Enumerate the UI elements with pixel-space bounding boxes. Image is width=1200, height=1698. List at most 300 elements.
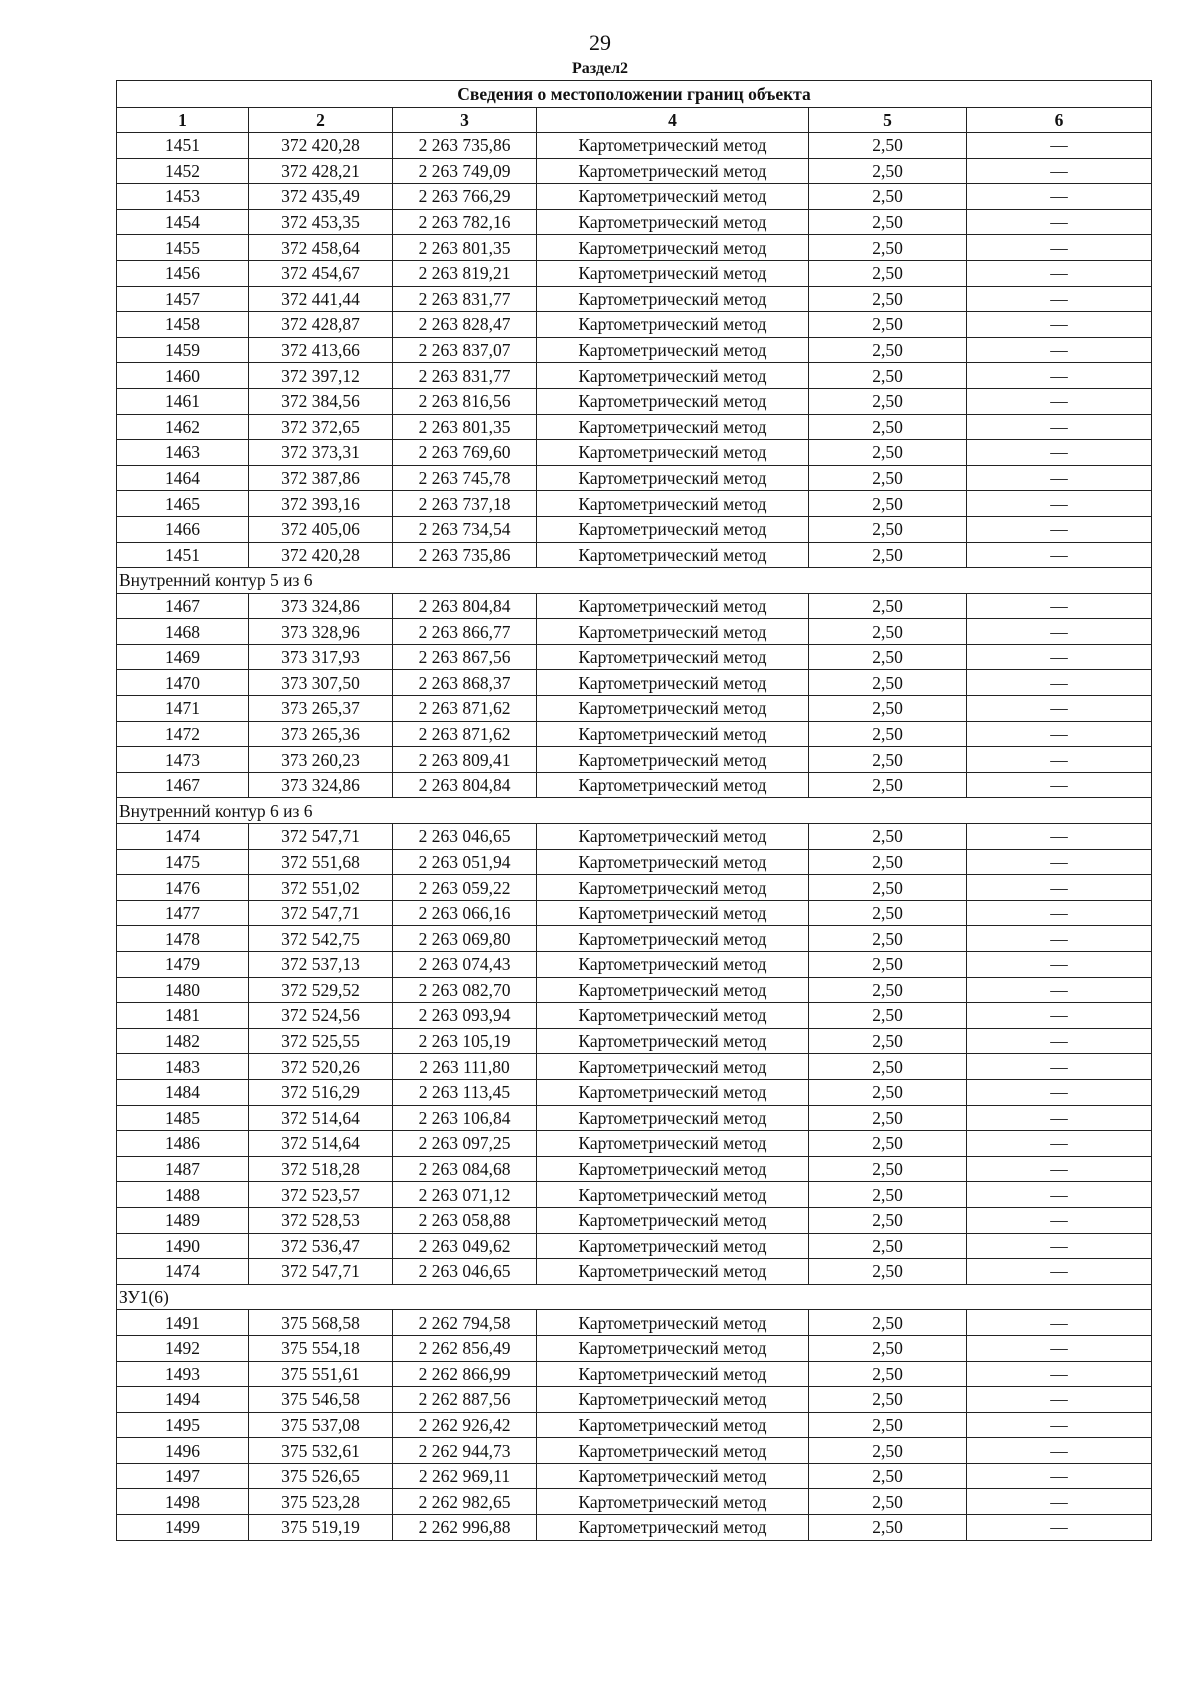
point-number-cell: 1463 [117,440,249,466]
description-cell: — [967,1003,1152,1029]
coord-y-cell: 2 263 831,77 [393,286,537,312]
method-cell: Картометрический метод [537,260,809,286]
coord-x-cell: 372 393,16 [249,491,393,517]
coord-x-cell: 372 525,55 [249,1028,393,1054]
table-row [117,440,1152,466]
method-cell: Картометрический метод [537,1335,809,1361]
boundary-coordinates-table [116,80,1152,1541]
coord-y-cell: 2 262 996,88 [393,1515,537,1541]
accuracy-cell: 2,50 [809,1489,967,1515]
method-cell: Картометрический метод [537,1489,809,1515]
description-cell: — [967,1387,1152,1413]
coord-x-cell: 372 514,64 [249,1105,393,1131]
table-row [117,1105,1152,1131]
coord-y-cell: 2 263 745,78 [393,465,537,491]
table-row [117,644,1152,670]
accuracy-cell: 2,50 [809,363,967,389]
description-cell: — [967,721,1152,747]
description-cell: — [967,1156,1152,1182]
description-cell: — [967,516,1152,542]
method-cell: Картометрический метод [537,926,809,952]
accuracy-cell: 2,50 [809,1156,967,1182]
point-number-cell: 1462 [117,414,249,440]
coord-x-cell: 372 516,29 [249,1079,393,1105]
method-cell: Картометрический метод [537,1438,809,1464]
table-row [117,158,1152,184]
point-number-cell: 1456 [117,260,249,286]
point-number-cell: 1489 [117,1207,249,1233]
coord-y-cell: 2 263 049,62 [393,1233,537,1259]
table-row [117,1515,1152,1541]
table-row [117,670,1152,696]
point-number-cell: 1458 [117,312,249,338]
method-cell: Картометрический метод [537,721,809,747]
accuracy-cell: 2,50 [809,465,967,491]
description-cell: — [967,260,1152,286]
coord-y-cell: 2 263 801,35 [393,235,537,261]
point-number-cell: 1473 [117,747,249,773]
method-cell: Картометрический метод [537,1515,809,1541]
point-number-cell: 1495 [117,1412,249,1438]
method-cell: Картометрический метод [537,644,809,670]
table-row [117,286,1152,312]
accuracy-cell: 2,50 [809,1515,967,1541]
point-number-cell: 1496 [117,1438,249,1464]
column-header: 1 [117,108,249,133]
accuracy-cell: 2,50 [809,158,967,184]
table-row [117,1361,1152,1387]
group-row [117,568,1152,594]
point-number-cell: 1460 [117,363,249,389]
accuracy-cell: 2,50 [809,977,967,1003]
point-number-cell: 1457 [117,286,249,312]
description-cell: — [967,1182,1152,1208]
method-cell: Картометрический метод [537,1387,809,1413]
accuracy-cell: 2,50 [809,747,967,773]
coord-x-cell: 373 260,23 [249,747,393,773]
table-row [117,516,1152,542]
point-number-cell: 1485 [117,1105,249,1131]
coord-x-cell: 372 441,44 [249,286,393,312]
description-cell: — [967,644,1152,670]
coord-x-cell: 372 537,13 [249,952,393,978]
table-row [117,1335,1152,1361]
table-row [117,1412,1152,1438]
point-number-cell: 1491 [117,1310,249,1336]
accuracy-cell: 2,50 [809,1131,967,1157]
coord-y-cell: 2 263 809,41 [393,747,537,773]
table-row [117,772,1152,798]
table-row [117,363,1152,389]
accuracy-cell: 2,50 [809,1412,967,1438]
accuracy-cell: 2,50 [809,312,967,338]
coord-x-cell: 375 537,08 [249,1412,393,1438]
method-cell: Картометрический метод [537,593,809,619]
coord-x-cell: 372 454,67 [249,260,393,286]
table-row [117,952,1152,978]
method-cell: Картометрический метод [537,696,809,722]
table-row [117,388,1152,414]
accuracy-cell: 2,50 [809,209,967,235]
table-row [117,849,1152,875]
coord-x-cell: 372 551,02 [249,875,393,901]
coord-x-cell: 372 547,71 [249,1259,393,1285]
accuracy-cell: 2,50 [809,1233,967,1259]
coord-y-cell: 2 263 058,88 [393,1207,537,1233]
column-header-row [117,108,1152,133]
coord-x-cell: 372 405,06 [249,516,393,542]
point-number-cell: 1490 [117,1233,249,1259]
table-row [117,696,1152,722]
table-row [117,1182,1152,1208]
table-row [117,1259,1152,1285]
point-number-cell: 1499 [117,1515,249,1541]
accuracy-cell: 2,50 [809,696,967,722]
point-number-cell: 1488 [117,1182,249,1208]
coord-x-cell: 372 547,71 [249,824,393,850]
coord-y-cell: 2 263 737,18 [393,491,537,517]
point-number-cell: 1483 [117,1054,249,1080]
method-cell: Картометрический метод [537,337,809,363]
point-number-cell: 1451 [117,542,249,568]
description-cell: — [967,1310,1152,1336]
point-number-cell: 1481 [117,1003,249,1029]
coord-y-cell: 2 262 982,65 [393,1489,537,1515]
page-number: 29 [589,30,611,55]
coord-x-cell: 372 542,75 [249,926,393,952]
description-cell: — [967,235,1152,261]
accuracy-cell: 2,50 [809,1182,967,1208]
table-row [117,337,1152,363]
method-cell: Картометрический метод [537,491,809,517]
method-cell: Картометрический метод [537,1463,809,1489]
accuracy-cell: 2,50 [809,875,967,901]
point-number-cell: 1474 [117,1259,249,1285]
table-row [117,875,1152,901]
method-cell: Картометрический метод [537,1207,809,1233]
table-row [117,1079,1152,1105]
description-cell: — [967,1028,1152,1054]
coord-x-cell: 372 529,52 [249,977,393,1003]
table-row [117,1054,1152,1080]
table-row [117,900,1152,926]
table-row [117,235,1152,261]
accuracy-cell: 2,50 [809,721,967,747]
coord-y-cell: 2 263 097,25 [393,1131,537,1157]
description-cell: — [967,465,1152,491]
coord-x-cell: 375 546,58 [249,1387,393,1413]
accuracy-cell: 2,50 [809,1387,967,1413]
table-row [117,747,1152,773]
accuracy-cell: 2,50 [809,952,967,978]
coord-y-cell: 2 263 819,21 [393,260,537,286]
description-cell: — [967,1207,1152,1233]
table-row [117,133,1152,159]
coord-y-cell: 2 262 794,58 [393,1310,537,1336]
accuracy-cell: 2,50 [809,900,967,926]
description-cell: — [967,363,1152,389]
table-row [117,1387,1152,1413]
point-number-cell: 1471 [117,696,249,722]
coord-x-cell: 372 528,53 [249,1207,393,1233]
coord-y-cell: 2 263 734,54 [393,516,537,542]
method-cell: Картометрический метод [537,542,809,568]
description-cell: — [967,286,1152,312]
method-cell: Картометрический метод [537,414,809,440]
coord-x-cell: 375 551,61 [249,1361,393,1387]
accuracy-cell: 2,50 [809,542,967,568]
accuracy-cell: 2,50 [809,1335,967,1361]
point-number-cell: 1454 [117,209,249,235]
table-row [117,1438,1152,1464]
coord-x-cell: 372 428,87 [249,312,393,338]
table-row [117,1463,1152,1489]
table-row [117,721,1152,747]
description-cell: — [967,875,1152,901]
method-cell: Картометрический метод [537,235,809,261]
coord-y-cell: 2 263 082,70 [393,977,537,1003]
accuracy-cell: 2,50 [809,593,967,619]
coord-y-cell: 2 263 046,65 [393,1259,537,1285]
description-cell: — [967,593,1152,619]
point-number-cell: 1482 [117,1028,249,1054]
description-cell: — [967,1361,1152,1387]
coord-y-cell: 2 263 837,07 [393,337,537,363]
description-cell: — [967,1515,1152,1541]
point-number-cell: 1475 [117,849,249,875]
description-cell: — [967,158,1152,184]
method-cell: Картометрический метод [537,516,809,542]
point-number-cell: 1467 [117,593,249,619]
column-header: 6 [967,108,1152,133]
coord-y-cell: 2 263 782,16 [393,209,537,235]
method-cell: Картометрический метод [537,184,809,210]
method-cell: Картометрический метод [537,670,809,696]
coord-x-cell: 372 551,68 [249,849,393,875]
coord-y-cell: 2 263 046,65 [393,824,537,850]
description-cell: — [967,337,1152,363]
coord-x-cell: 372 520,26 [249,1054,393,1080]
method-cell: Картометрический метод [537,619,809,645]
coord-y-cell: 2 263 801,35 [393,414,537,440]
point-number-cell: 1498 [117,1489,249,1515]
method-cell: Картометрический метод [537,158,809,184]
accuracy-cell: 2,50 [809,133,967,159]
accuracy-cell: 2,50 [809,1028,967,1054]
method-cell: Картометрический метод [537,363,809,389]
point-number-cell: 1472 [117,721,249,747]
coord-x-cell: 372 458,64 [249,235,393,261]
method-cell: Картометрический метод [537,209,809,235]
table-row [117,1233,1152,1259]
accuracy-cell: 2,50 [809,849,967,875]
description-cell: — [967,1131,1152,1157]
coord-x-cell: 372 453,35 [249,209,393,235]
table-row [117,1131,1152,1157]
description-cell: — [967,1335,1152,1361]
point-number-cell: 1465 [117,491,249,517]
description-cell: — [967,1489,1152,1515]
method-cell: Картометрический метод [537,977,809,1003]
description-cell: — [967,900,1152,926]
method-cell: Картометрический метод [537,875,809,901]
description-cell: — [967,849,1152,875]
accuracy-cell: 2,50 [809,491,967,517]
accuracy-cell: 2,50 [809,772,967,798]
description-cell: — [967,542,1152,568]
coord-y-cell: 2 262 944,73 [393,1438,537,1464]
coord-y-cell: 2 263 084,68 [393,1156,537,1182]
method-cell: Картометрический метод [537,900,809,926]
method-cell: Картометрический метод [537,824,809,850]
coord-y-cell: 2 263 831,77 [393,363,537,389]
point-number-cell: 1470 [117,670,249,696]
description-cell: — [967,388,1152,414]
method-cell: Картометрический метод [537,1131,809,1157]
table-row [117,209,1152,235]
method-cell: Картометрический метод [537,1259,809,1285]
description-cell: — [967,1054,1152,1080]
coord-x-cell: 372 420,28 [249,542,393,568]
method-cell: Картометрический метод [537,772,809,798]
group-label: ЗУ1(6) [117,1284,1152,1310]
coord-y-cell: 2 263 069,80 [393,926,537,952]
table-row [117,184,1152,210]
coord-x-cell: 375 526,65 [249,1463,393,1489]
point-number-cell: 1464 [117,465,249,491]
description-cell: — [967,952,1152,978]
coord-x-cell: 373 324,86 [249,593,393,619]
description-cell: — [967,926,1152,952]
coord-y-cell: 2 262 856,49 [393,1335,537,1361]
coord-y-cell: 2 263 871,62 [393,721,537,747]
point-number-cell: 1478 [117,926,249,952]
table-row [117,824,1152,850]
table-row [117,977,1152,1003]
coord-y-cell: 2 263 749,09 [393,158,537,184]
method-cell: Картометрический метод [537,1182,809,1208]
description-cell: — [967,133,1152,159]
accuracy-cell: 2,50 [809,260,967,286]
method-cell: Картометрический метод [537,1028,809,1054]
method-cell: Картометрический метод [537,388,809,414]
table-row [117,1003,1152,1029]
table-title-row [117,81,1152,108]
accuracy-cell: 2,50 [809,926,967,952]
method-cell: Картометрический метод [537,952,809,978]
method-cell: Картометрический метод [537,465,809,491]
accuracy-cell: 2,50 [809,184,967,210]
accuracy-cell: 2,50 [809,644,967,670]
point-number-cell: 1467 [117,772,249,798]
coord-x-cell: 373 307,50 [249,670,393,696]
point-number-cell: 1468 [117,619,249,645]
coord-x-cell: 373 317,93 [249,644,393,670]
coord-x-cell: 372 413,66 [249,337,393,363]
table-row [117,465,1152,491]
method-cell: Картометрический метод [537,440,809,466]
accuracy-cell: 2,50 [809,440,967,466]
accuracy-cell: 2,50 [809,1361,967,1387]
coord-y-cell: 2 263 804,84 [393,593,537,619]
group-label: Внутренний контур 5 из 6 [117,568,1152,594]
table-row [117,312,1152,338]
coord-x-cell: 375 532,61 [249,1438,393,1464]
coord-y-cell: 2 263 066,16 [393,900,537,926]
description-cell: — [967,1105,1152,1131]
coord-x-cell: 372 435,49 [249,184,393,210]
accuracy-cell: 2,50 [809,1438,967,1464]
coord-y-cell: 2 263 871,62 [393,696,537,722]
point-number-cell: 1493 [117,1361,249,1387]
point-number-cell: 1453 [117,184,249,210]
description-cell: — [967,824,1152,850]
method-cell: Картометрический метод [537,133,809,159]
coord-x-cell: 372 547,71 [249,900,393,926]
coord-y-cell: 2 263 074,43 [393,952,537,978]
method-cell: Картометрический метод [537,1105,809,1131]
table-row [117,926,1152,952]
coord-x-cell: 373 265,36 [249,721,393,747]
method-cell: Картометрический метод [537,1361,809,1387]
description-cell: — [967,1438,1152,1464]
coord-y-cell: 2 263 071,12 [393,1182,537,1208]
description-cell: — [967,619,1152,645]
accuracy-cell: 2,50 [809,516,967,542]
accuracy-cell: 2,50 [809,414,967,440]
coord-x-cell: 372 523,57 [249,1182,393,1208]
coord-y-cell: 2 262 866,99 [393,1361,537,1387]
description-cell: — [967,772,1152,798]
coord-y-cell: 2 263 113,45 [393,1079,537,1105]
coord-y-cell: 2 263 816,56 [393,388,537,414]
accuracy-cell: 2,50 [809,670,967,696]
accuracy-cell: 2,50 [809,1003,967,1029]
method-cell: Картометрический метод [537,1079,809,1105]
group-row [117,798,1152,824]
table-row [117,619,1152,645]
description-cell: — [967,977,1152,1003]
coord-x-cell: 372 420,28 [249,133,393,159]
table-title: Сведения о местоположении границ объекта [117,81,1152,108]
description-cell: — [967,184,1152,210]
coord-y-cell: 2 262 969,11 [393,1463,537,1489]
method-cell: Картометрический метод [537,747,809,773]
description-cell: — [967,1233,1152,1259]
column-header: 2 [249,108,393,133]
point-number-cell: 1459 [117,337,249,363]
coord-y-cell: 2 262 887,56 [393,1387,537,1413]
column-header: 3 [393,108,537,133]
accuracy-cell: 2,50 [809,1207,967,1233]
coord-x-cell: 372 372,65 [249,414,393,440]
accuracy-cell: 2,50 [809,1105,967,1131]
coord-y-cell: 2 263 766,29 [393,184,537,210]
description-cell: — [967,696,1152,722]
accuracy-cell: 2,50 [809,824,967,850]
description-cell: — [967,1079,1152,1105]
coord-y-cell: 2 263 111,80 [393,1054,537,1080]
description-cell: — [967,1259,1152,1285]
point-number-cell: 1461 [117,388,249,414]
table-row [117,491,1152,517]
coord-x-cell: 372 387,86 [249,465,393,491]
point-number-cell: 1469 [117,644,249,670]
coord-x-cell: 375 523,28 [249,1489,393,1515]
table-row [117,593,1152,619]
method-cell: Картометрический метод [537,849,809,875]
method-cell: Картометрический метод [537,1233,809,1259]
